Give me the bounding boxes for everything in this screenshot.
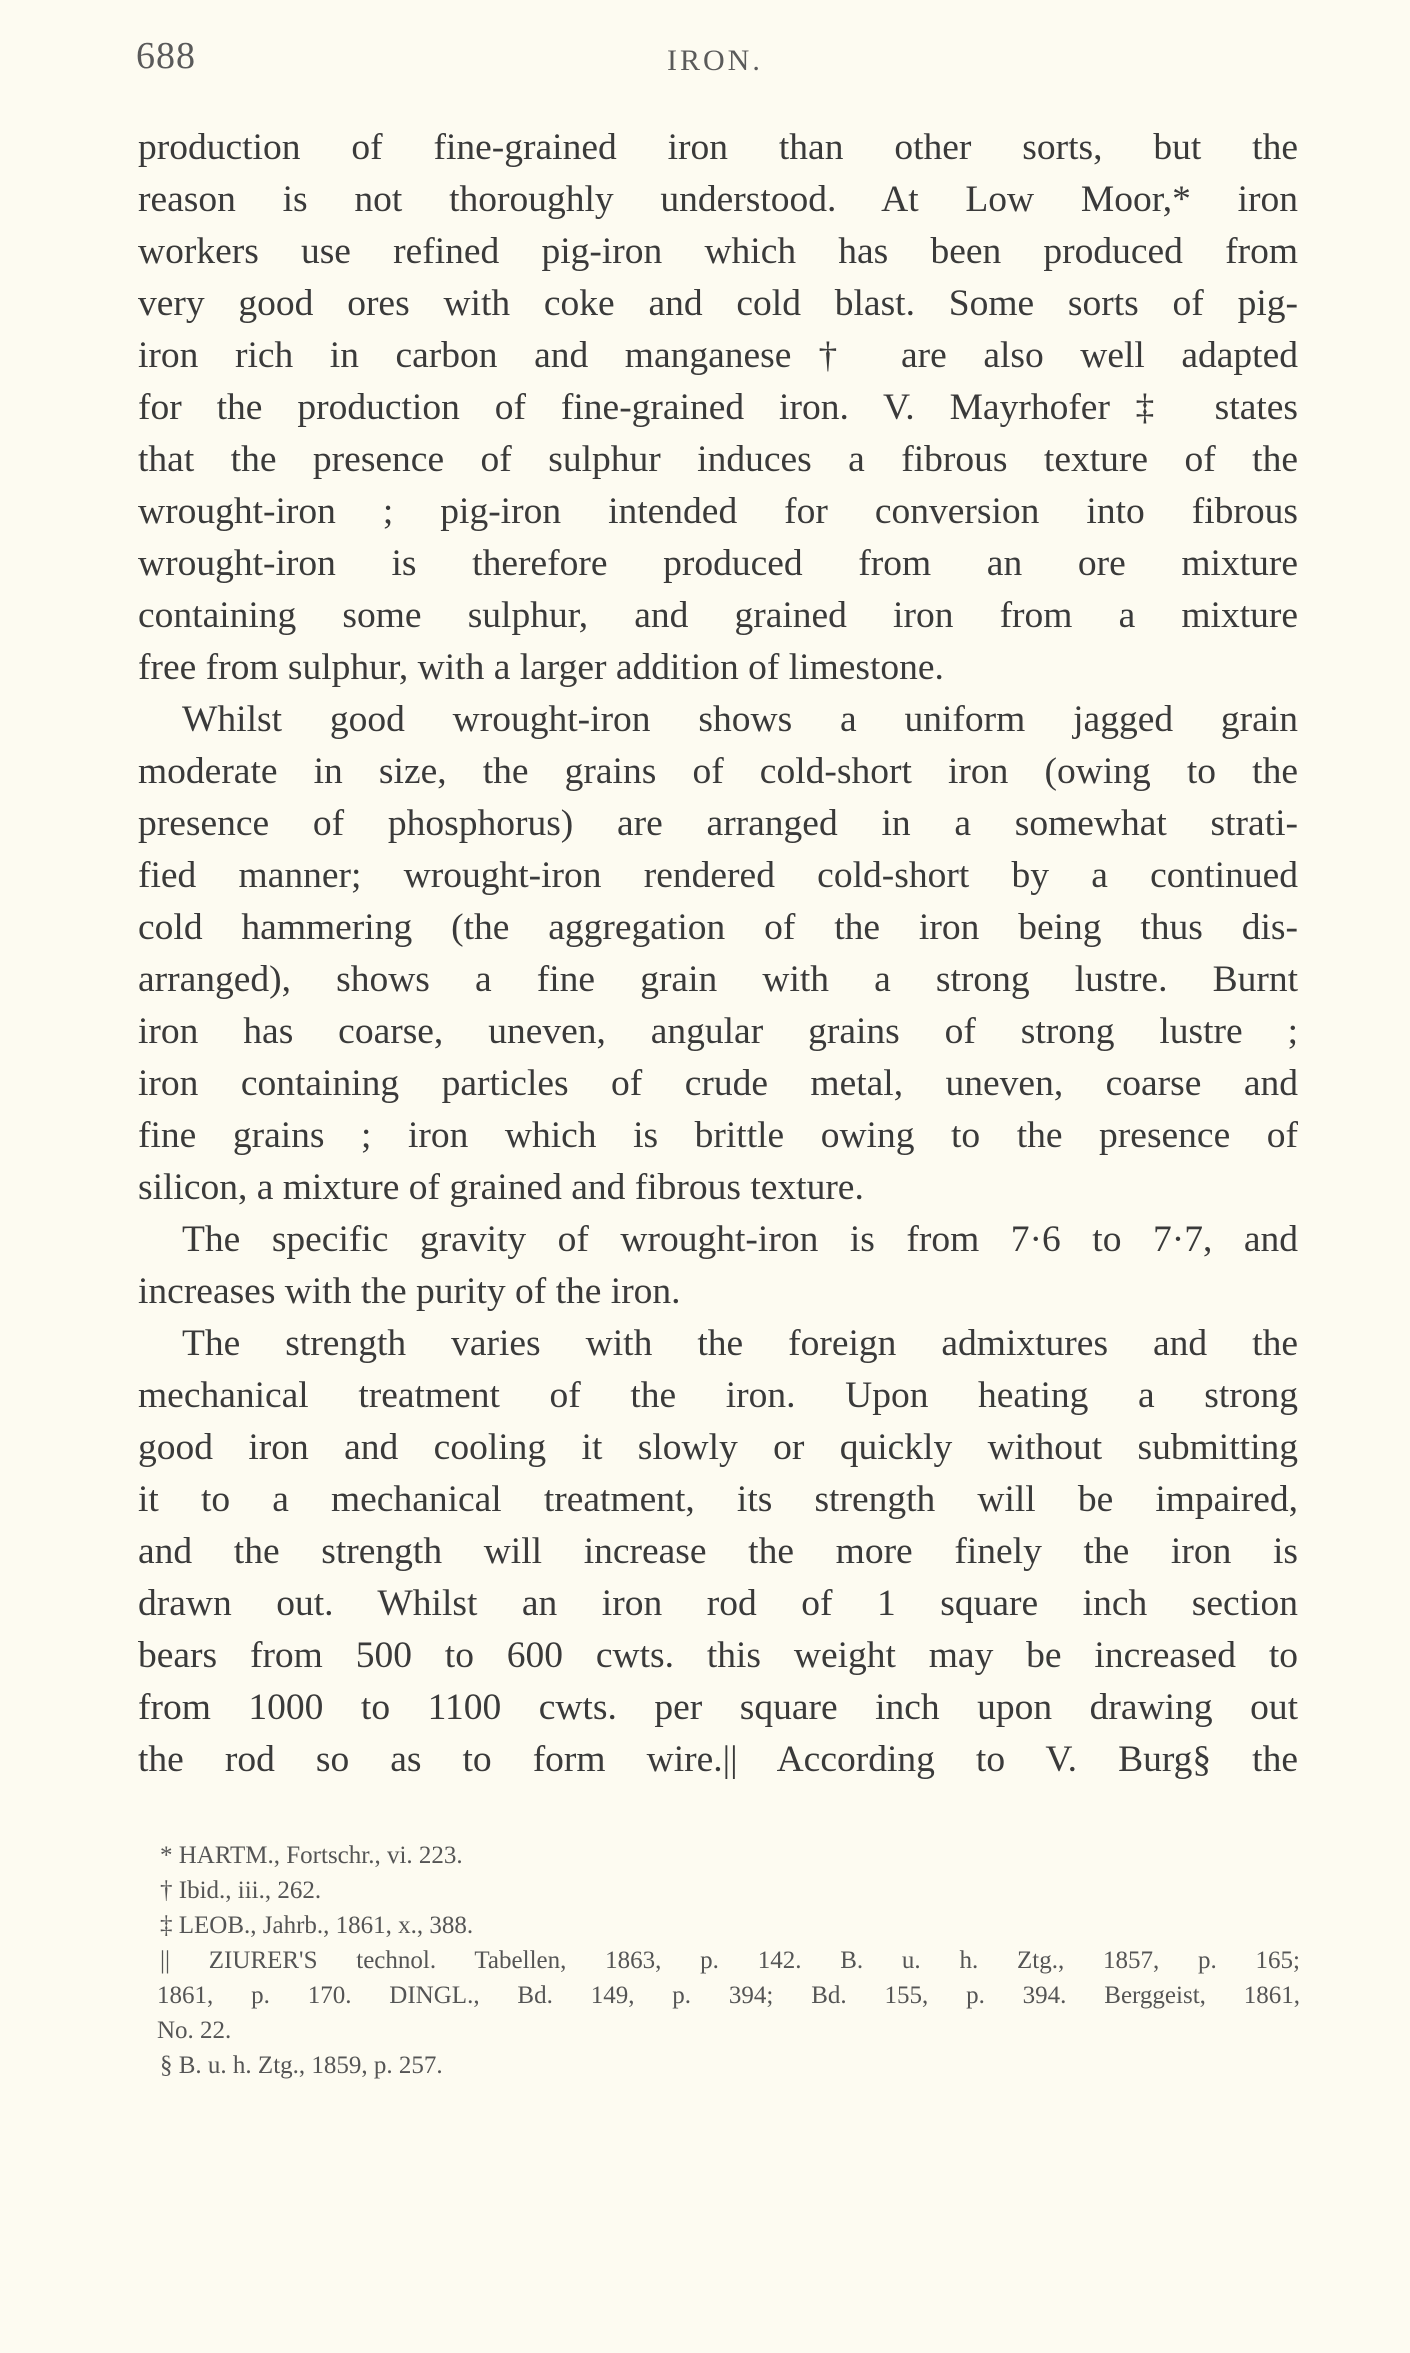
text-line: moderate in size, the grains of cold-short iron (owing to the	[138, 751, 1298, 792]
footnote: † Ibid., iii., 262.	[160, 1877, 322, 1904]
footnote: § B. u. h. Ztg., 1859, p. 257.	[160, 2052, 443, 2079]
text-line: and the strength will increase the more finely the iron is	[138, 1531, 1298, 1572]
text-line: mechanical treatment of the iron. Upon heating a strong	[138, 1375, 1298, 1416]
running-head: IRON.	[667, 44, 763, 77]
text-line: silicon, a mixture of grained and fibrous texture.	[138, 1167, 864, 1208]
text-line: that the presence of sulphur induces a fibrous texture of the	[138, 439, 1298, 480]
text-line: The specific gravity of wrought-iron is from 7·6 to 7·7, and	[182, 1219, 1298, 1260]
footnote: ‡ LEOB., Jahrb., 1861, x., 388.	[160, 1912, 474, 1939]
body-text	[138, 122, 1298, 1786]
text-line: increases with the purity of the iron.	[138, 1271, 681, 1312]
text-line: containing some sulphur, and grained iron from a mixture	[138, 595, 1298, 636]
text-line: wrought-iron is therefore produced from an ore mixture	[138, 543, 1298, 584]
footnotes	[157, 1838, 1300, 2083]
text-line: free from sulphur, with a larger addition of limestone.	[138, 647, 944, 688]
text-line: very good ores with coke and cold blast. Some sorts of pig-	[138, 283, 1298, 324]
text-line: cold hammering (the aggregation of the iron being thus dis-	[138, 907, 1298, 948]
footnote-continuation: No. 22.	[157, 2017, 232, 2044]
footnote: * HARTM., Fortschr., vi. 223.	[160, 1842, 463, 1869]
text-line: good iron and cooling it slowly or quickly without submitting	[138, 1427, 1298, 1468]
text-line: production of fine-grained iron than other sorts, but the	[138, 127, 1298, 168]
text-line: reason is not thoroughly understood. At Low Moor,* iron	[138, 179, 1298, 220]
text-line: workers use refined pig-iron which has been produced from	[138, 231, 1298, 272]
text-line: The strength varies with the foreign admixtures and the	[182, 1323, 1298, 1364]
text-line: the rod so as to form wire.|| According to V. Burg§ the	[138, 1739, 1298, 1780]
text-line: arranged), shows a fine grain with a strong lustre. Burnt	[138, 959, 1298, 1000]
footnote: || ZIURER'S technol. Tabellen, 1863, p. 142. B. u. h. Ztg., 1857, p. 165;	[160, 1947, 1300, 1974]
text-line: drawn out. Whilst an iron rod of 1 square inch section	[138, 1583, 1298, 1624]
page-number: 688	[136, 35, 196, 77]
text-line: iron containing particles of crude metal, uneven, coarse and	[138, 1063, 1298, 1104]
text-line: bears from 500 to 600 cwts. this weight may be increased to	[138, 1635, 1298, 1676]
text-line: wrought-iron ; pig-iron intended for conversion into fibrous	[138, 491, 1298, 532]
text-line: fied manner; wrought-iron rendered cold-short by a continued	[138, 855, 1298, 896]
text-line: presence of phosphorus) are arranged in a somewhat strati-	[138, 803, 1298, 844]
text-line: iron rich in carbon and manganese† are also well adapted	[138, 335, 1298, 376]
text-line: fine grains ; iron which is brittle owing to the presence of	[138, 1115, 1298, 1156]
text-line: it to a mechanical treatment, its strength will be impaired,	[138, 1479, 1298, 1520]
footnote-continuation: 1861, p. 170. DINGL., Bd. 149, p. 394; Bd. 155, p. 394. Berggeist, 1861,	[157, 1982, 1300, 2009]
text-line: for the production of fine-grained iron. V. Mayrhofer‡ states	[138, 387, 1298, 428]
text-line: from 1000 to 1100 cwts. per square inch upon drawing out	[138, 1687, 1298, 1728]
text-line: iron has coarse, uneven, angular grains of strong lustre ;	[138, 1011, 1298, 1052]
text-line: Whilst good wrought-iron shows a uniform jagged grain	[182, 699, 1298, 740]
